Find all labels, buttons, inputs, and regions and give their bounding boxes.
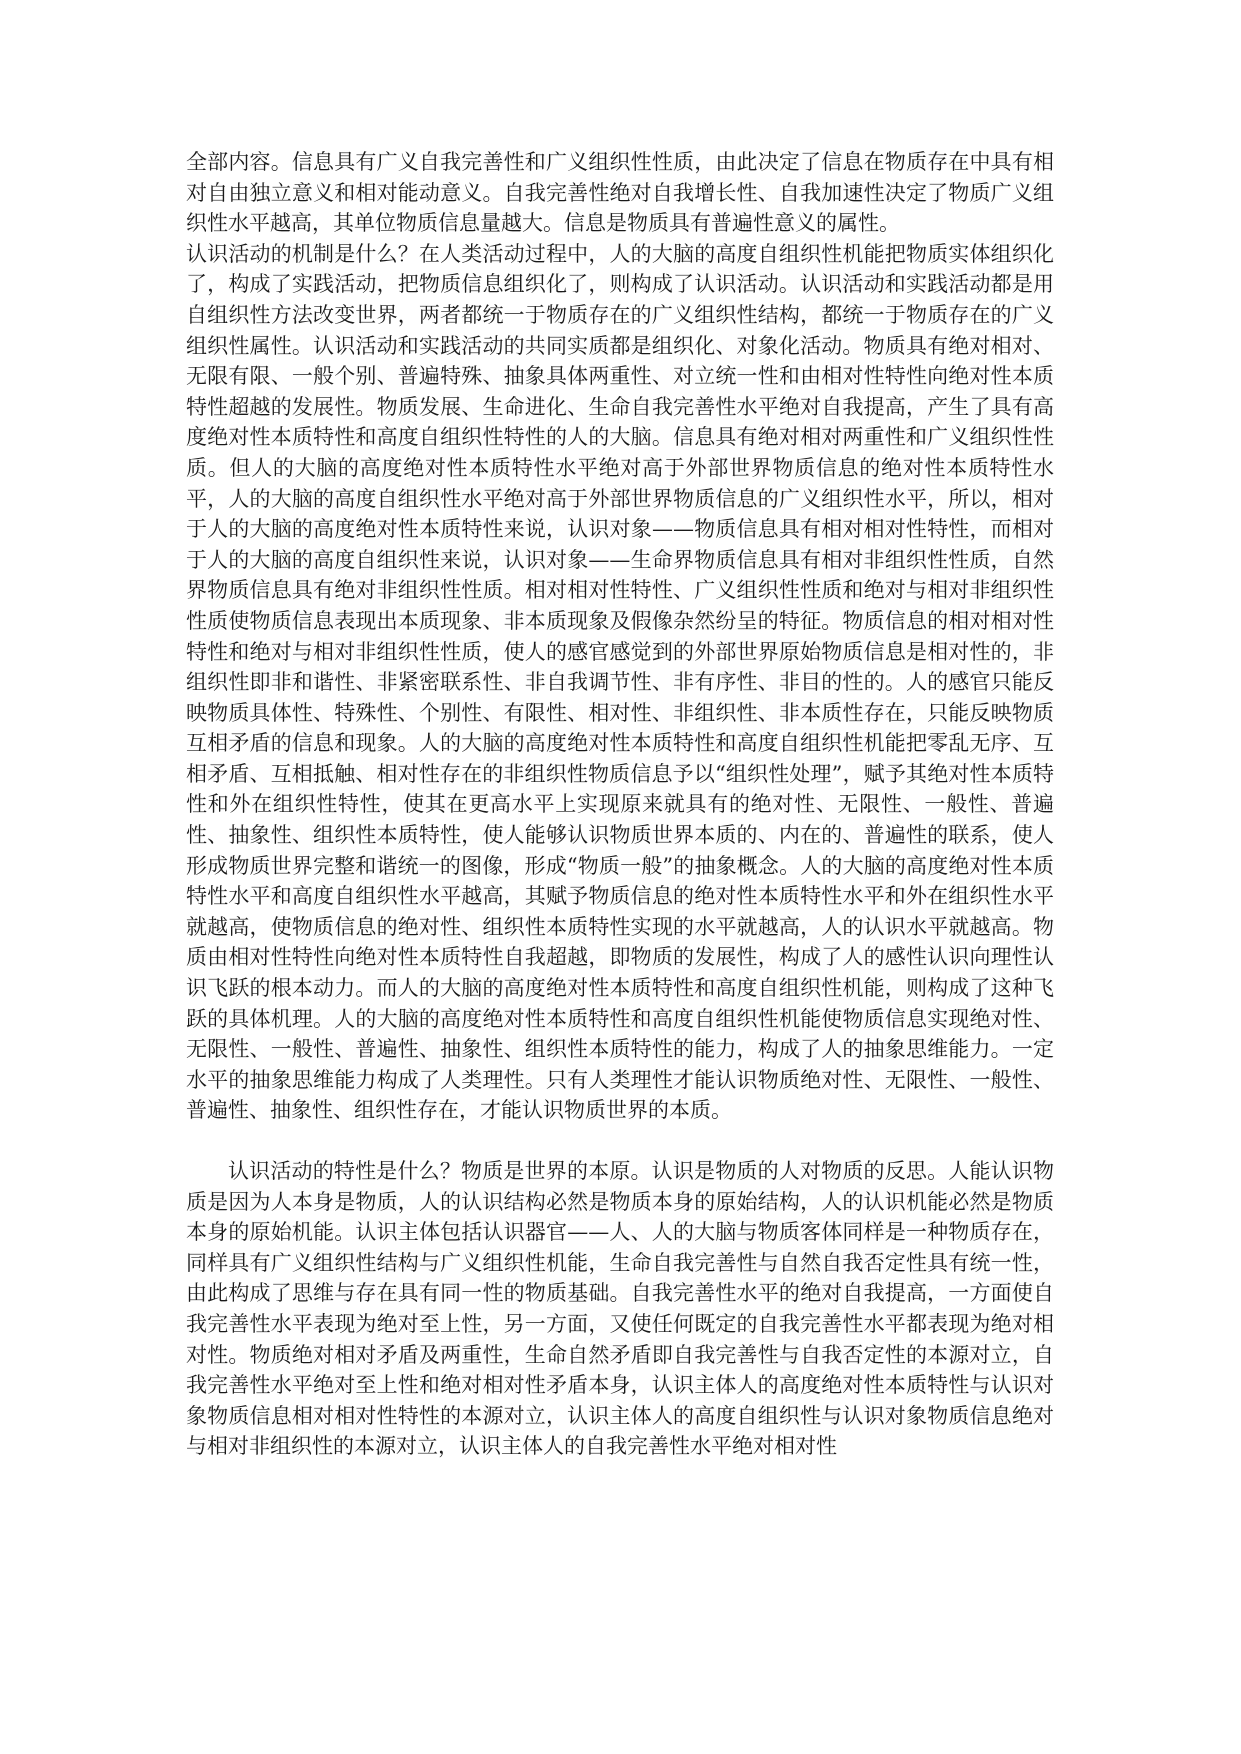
paragraph-3: 认识活动的特性是什么？物质是世界的本原。认识是物质的人对物质的反思。人能认识物质是因为人本身是物质，人的认识结构必然是物质本身的原始结构，人的认识机能必然是物质本身的原始机能。认识主体包括认识器官——人、人的大脑与物质客体同样是一种物质存在，同样具有广义组织性结构与广义组织性机能，生命自我完善性与自然自我否定性具有统一性，由此构成了思维与存在具有同一性的物质基础。自我完善性水平的绝对自我提高，一方面使自我完善性水平表现为绝对至上性，另一方面，又使任何既定的自我完善性水平都表现为绝对相对性。物质绝对相对矛盾及两重性，生命自然矛盾即自我完善性与自我否定性的本源对立，自我完善性水平绝对至上性和绝对相对性矛盾本身，认识主体人的高度绝对性本质特性与认识对象物质信息相对相对性特性的本源对立，认识主体人的高度自组织性与认识对象物质信息绝对与相对非组织性的本源对立，认识主体人的自我完善性水平绝对相对性 [186, 1159, 1054, 1459]
document-page [186, 147, 1054, 1462]
paragraph-spacer [186, 1126, 1054, 1156]
paragraph-1: 全部内容。信息具有广义自我完善性和广义组织性性质，由此决定了信息在物质存在中具有相对自由独立意义和相对能动意义。自我完善性绝对自我增长性、自我加速性决定了物质广义组织性水平越高，其单位物质信息量越大。信息是物质具有普遍性意义的属性。 [186, 150, 1054, 236]
paragraph-2: 认识活动的机制是什么？在人类活动过程中，人的大脑的高度自组织性机能把物质实体组织化了，构成了实践活动，把物质信息组织化了，则构成了认识活动。认识活动和实践活动都是用自组织性方法改变世界，两者都统一于物质存在的广义组织性结构，都统一于物质存在的广义组织性属性。认识活动和实践活动的共同实质都是组织化、对象化活动。物质具有绝对相对、无限有限、一般个别、普遍特殊、抽象具体两重性、对立统一性和由相对性特性向绝对性本质特性超越的发展性。物质发展、生命进化、生命自我完善性水平绝对自我提高，产生了具有高度绝对性本质特性和高度自组织性特性的人的大脑。信息具有绝对相对两重性和广义组织性性质。但人的大脑的高度绝对性本质特性水平绝对高于外部世界物质信息的绝对性本质特性水平，人的大脑的高度自组织性水平绝对高于外部世界物质信息的广义组织性水平，所以，相对于人的大脑的高度绝对性本质特性来说，认识对象——物质信息具有相对相对性特性，而相对于人的大脑的高度自组织性来说，认识对象——生命界物质信息具有相对非组织性性质，自然界物质信息具有绝对非组织性性质。相对相对性特性、广义组织性性质和绝对与相对非组织性性质使物质信息表现出本质现象、非本质现象及假像杂然纷呈的特征。物质信息的相对相对性特性和绝对与相对非组织性性质，使人的感官感觉到的外部世界原始物质信息是相对性的，非组织性即非和谐性、非紧密联系性、非自我调节性、非有序性、非目的性的。人的感官只能反映物质具体性、特殊性、个别性、有限性、相对性、非组织性、非本质性存在，只能反映物质互相矛盾的信息和现象。人的大脑的高度绝对性本质特性和高度自组织性机能把零乱无序、互相矛盾、互相抵触、相对性存在的非组织性物质信息予以“组织性处理”，赋予其绝对性本质特性和外在组织性特性，使其在更高水平上实现原来就具有的绝对性、无限性、一般性、普遍性、抽象性、组织性本质特性，使人能够认识物质世界本质的、内在的、普遍性的联系，使人形成物质世界完整和谐统一的图像，形成“物质一般”的抽象概念。人的大脑的高度绝对性本质特性水平和高度自组织性水平越高，其赋予物质信息的绝对性本质特性水平和外在组织性水平就越高，使物质信息的绝对性、组织性本质特性实现的水平就越高，人的认识水平就越高。物质由相对性特性向绝对性本质特性自我超越，即物质的发展性，构成了人的感性认识向理性认识飞跃的根本动力。而人的大脑的高度绝对性本质特性和高度自组织性机能，则构成了这种飞跃的具体机理。人的大脑的高度绝对性本质特性和高度自组织性机能使物质信息实现绝对性、无限性、一般性、普遍性、抽象性、组织性本质特性的能力，构成了人的抽象思维能力。一定水平的抽象思维能力构成了人类理性。只有人类理性才能认识物质绝对性、无限性、一般性、普遍性、抽象性、组织性存在，才能认识物质世界的本质。 [186, 241, 1054, 1123]
